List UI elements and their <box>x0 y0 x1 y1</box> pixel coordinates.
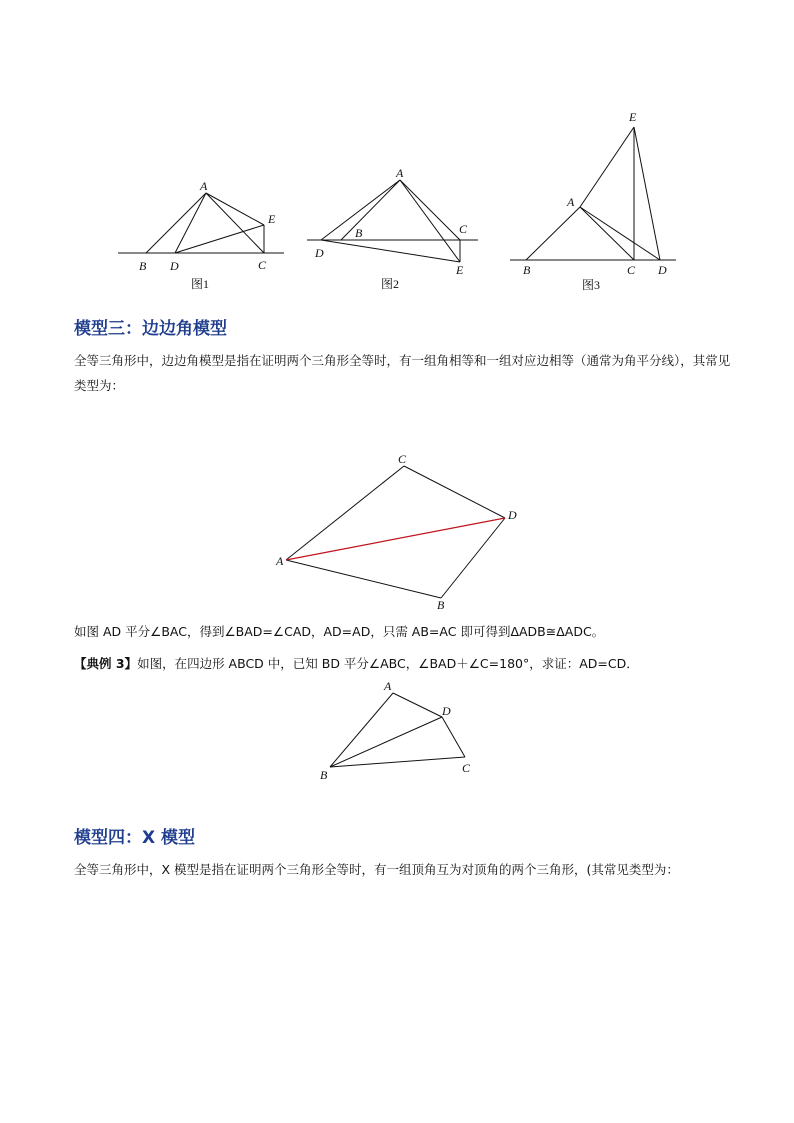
ex3-label-b: B <box>320 768 328 782</box>
ex3-label-a: A <box>384 679 392 693</box>
fig3-label-a: A <box>567 195 575 209</box>
top-figures <box>0 100 794 300</box>
section4-title: 模型四：X 模型 <box>74 828 196 848</box>
section3-intro: 全等三角形中，边边角模型是指在证明两个三角形全等时，有一组角相等和一组对应边相等（通常为角平分线），其常见类型为： <box>74 353 731 393</box>
fig2-caption: 图2 <box>381 277 400 291</box>
s3-label-a: A <box>276 554 284 568</box>
fig1-label-e: E <box>268 212 276 226</box>
ex3-label-c: C <box>462 761 471 775</box>
fig2-label-b: B <box>355 226 363 240</box>
figure-2 <box>307 180 478 262</box>
section3-title: 模型三：边边角模型 <box>74 319 227 339</box>
figure-3 <box>510 127 676 260</box>
ex3-label-d: D <box>442 704 451 718</box>
example3-figure <box>0 676 794 786</box>
fig3-label-c: C <box>627 263 636 277</box>
fig1-label-d: D <box>170 259 179 273</box>
fig3-label-e: E <box>629 110 637 124</box>
s3-label-c: C <box>398 452 407 466</box>
figure-1 <box>118 193 284 253</box>
fig1-label-b: B <box>139 259 147 273</box>
fig2-label-e: E <box>456 263 464 277</box>
fig1-label-c: C <box>258 258 267 272</box>
bisector-ad <box>286 518 505 560</box>
fig3-caption: 图3 <box>582 278 601 292</box>
fig2-label-c: C <box>459 222 468 236</box>
fig3-label-d: D <box>658 263 667 277</box>
s3-label-b: B <box>437 598 445 612</box>
fig2-label-d: D <box>315 246 324 260</box>
fig1-label-a: A <box>200 179 208 193</box>
s3-label-d: D <box>508 508 517 522</box>
example3-tag: 【典例 3】 <box>74 656 138 671</box>
fig1-caption: 图1 <box>191 277 210 291</box>
example3-text: 如图，在四边形 ABCD 中，已知 BD 平分∠ABC，∠BAD＋∠C=180°，求证：AD=CD． <box>137 656 639 671</box>
section3-explanation: 如图 AD 平分∠BAC，得到∠BAD=∠CAD，AD=AD，只需 AB=AC 即可得到ΔADB≅ΔADC。 <box>74 624 605 639</box>
section3-figure <box>0 440 794 620</box>
fig2-label-a: A <box>396 166 404 180</box>
example3 <box>74 651 734 676</box>
section4-intro: 全等三角形中，X 模型是指在证明两个三角形全等时，有一组顶角互为对顶角的两个三角形，(其常见类型为： <box>74 862 679 877</box>
fig3-label-b: B <box>523 263 531 277</box>
